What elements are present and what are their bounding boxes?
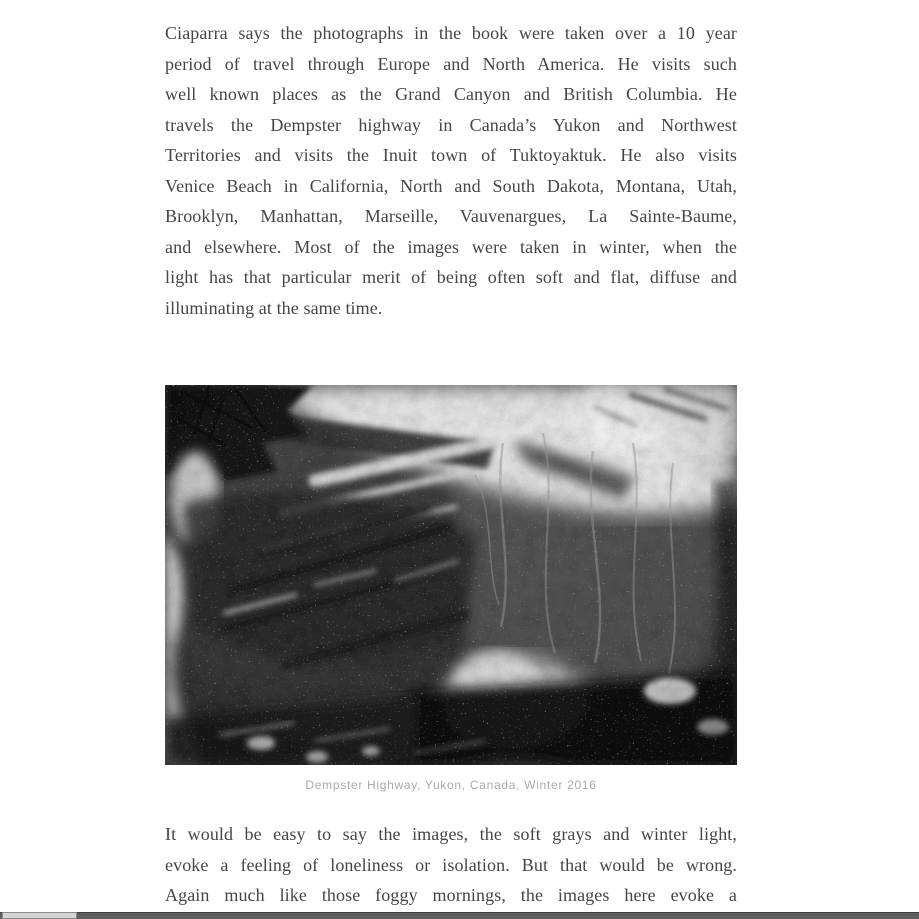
text-line: Venice Beach in California, North and South Dakota, Montana, Utah, — [165, 175, 737, 196]
text-line: Again much like those foggy mornings, the images here evoke a — [165, 885, 737, 905]
text-line: It would be easy to say the images, the soft grays and winter light, — [165, 824, 737, 844]
article-content — [165, 0, 737, 911]
horizontal-scrollbar[interactable] — [0, 912, 919, 919]
paragraph-1 — [165, 18, 737, 323]
cliff-photo-image — [165, 385, 737, 765]
text-line: Brooklyn, Manhattan, Marseille, Vauvenargues, La Sainte-Baume, — [165, 206, 737, 226]
text-line: well known places as the Grand Canyon and British Columbia. He — [165, 84, 737, 104]
text-line: light has that particular merit of being often soft and flat, diffuse and — [165, 267, 737, 287]
text-line: evoke a feeling of loneliness or isolation. But that would be wrong. — [165, 854, 737, 875]
text-line: travels the Dempster highway in Canada’s Yukon and Northwest — [165, 114, 737, 135]
horizontal-scrollbar-thumb[interactable] — [2, 912, 77, 919]
text-line: period of travel through Europe and North America. He visits such — [165, 53, 737, 74]
photo-caption: Dempster Highway, Yukon, Canada, Winter 2016 — [305, 778, 597, 792]
text-line: Ciaparra says the photographs in the book were taken over a 10 year — [165, 23, 737, 43]
text-line: Territories and visits the Inuit town of Tuktoyaktuk. He also visits — [165, 145, 737, 165]
paragraph-2 — [165, 819, 737, 911]
text-line: illuminating at the same time. — [165, 297, 383, 318]
figure-cliff-photo — [165, 385, 737, 792]
text-line: and elsewhere. Most of the images were taken in winter, when the — [165, 236, 737, 257]
